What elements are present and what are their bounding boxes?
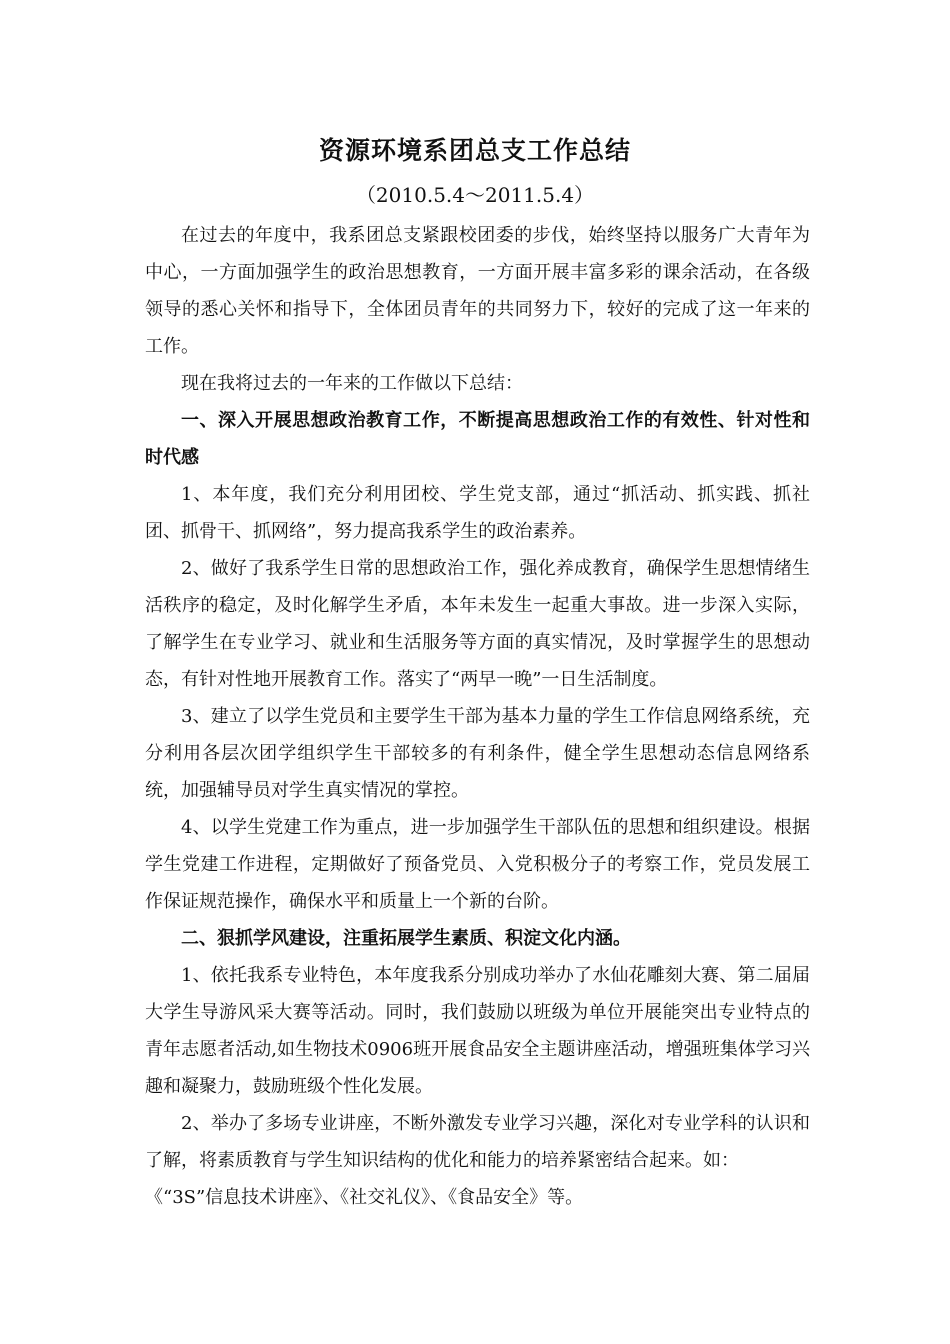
section-1-item-2: 2、做好了我系学生日常的思想政治工作，强化养成教育，确保学生思想情绪生活秩序的稳定，及时化解学生矛盾，本年未发生一起重大事故。进一步深入实际，了解学生在专业学习、就业和生活服务等方面的真实情况，及时掌握学生的思想动态，有针对性地开展教育工作。落实了“两早一晚”一日生活制度。 <box>145 558 810 690</box>
document-date-range: （2010.5.4～2011.5.4） <box>355 183 595 207</box>
section-1-item-3: 3、建立了以学生党员和主要学生干部为基本力量的学生工作信息网络系统，充分利用各层次团学组织学生干部较多的有利条件，健全学生思想动态信息网络系统，加强辅导员对学生真实情况的掌控。 <box>145 706 810 801</box>
lead-paragraph: 现在我将过去的一年来的工作做以下总结： <box>181 373 523 394</box>
section-1-item-1: 1、本年度，我们充分利用团校、学生党支部，通过“抓活动、抓实践、抓社团、抓骨干、抓网络”，努力提高我系学生的政治素养。 <box>145 484 810 542</box>
section-1-item-4: 4、以学生党建工作为重点，进一步加强学生干部队伍的思想和组织建设。根据学生党建工作进程，定期做好了预备党员、入党积极分子的考察工作，党员发展工作保证规范操作，确保水平和质量上一个新的台阶。 <box>145 817 810 912</box>
section-2-item-1: 1、依托我系专业特色，本年度我系分别成功举办了水仙花雕刻大赛、第二届届大学生导游风采大赛等活动。同时，我们鼓励以班级为单位开展能突出专业特点的青年志愿者活动,如生物技术0906班开展食品安全主题讲座活动，增强班集体学习兴趣和凝聚力，鼓励班级个性化发展。 <box>145 965 810 1097</box>
section-1-heading: 一、深入开展思想政治教育工作，不断提高思想政治工作的有效性、针对性和时代感 <box>145 410 810 468</box>
section-2-item-2-continuation: 《“3S”信息技术讲座》、《社交礼仪》、《食品安全》等。 <box>145 1187 584 1208</box>
section-2-item-2: 2、举办了多场专业讲座，不断外激发专业学习兴趣，深化对专业学科的认识和了解，将素质教育与学生知识结构的优化和能力的培养紧密结合起来。如： <box>145 1113 810 1171</box>
intro-paragraph: 在过去的年度中，我系团总支紧跟校团委的步伐，始终坚持以服务广大青年为中心，一方面加强学生的政治思想教育，一方面开展丰富多彩的课余活动，在各级领导的悉心关怀和指导下，全体团员青年的共同努力下，较好的完成了这一年来的工作。 <box>145 225 810 357</box>
document-title: 资源环境系团总支工作总结 <box>318 136 631 165</box>
document-body <box>145 217 810 1216</box>
section-2-heading: 二、狠抓学风建设，注重拓展学生素质、积淀文化内涵。 <box>181 928 631 949</box>
